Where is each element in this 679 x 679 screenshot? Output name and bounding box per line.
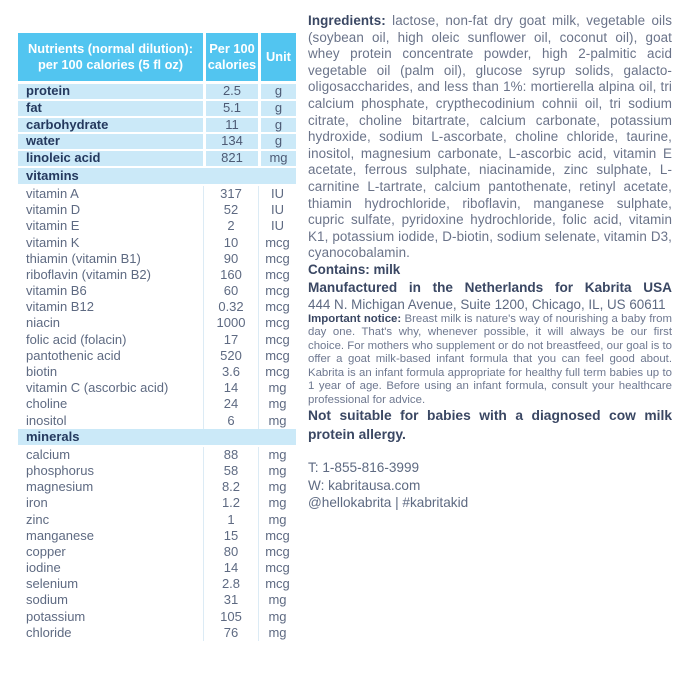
table-row [18,609,296,625]
nutrition-table [18,33,296,641]
table-row [18,348,296,364]
nutrient-unit: mg [258,447,296,463]
nutrient-unit: g [258,101,296,116]
section-band-minerals: minerals [18,429,296,447]
nutrient-value: 76 [203,625,258,641]
table-row [18,364,296,380]
header-col-nutrients: Nutrients (normal dilution): per 100 calories (5 fl oz) [28,41,193,72]
table-row [18,202,296,218]
nutrient-label: iodine [26,560,61,576]
table-row [18,332,296,348]
table-row [18,118,296,135]
nutrient-label: water [26,133,60,149]
nutrient-label: biotin [26,364,58,380]
table-body [18,84,296,641]
nutrient-unit: mcg [258,576,296,592]
website-line: W: kabritausa.com [308,477,421,493]
table-row [18,84,296,101]
nutrient-label: vitamin B6 [26,283,87,299]
nutrient-value: 17 [203,332,258,348]
table-row [18,576,296,592]
nutrient-label: protein [26,83,71,98]
nutrient-unit: mg [258,625,296,641]
nutrient-value: 14 [203,560,258,576]
table-row [18,299,296,315]
table-row [18,267,296,283]
nutrient-value: 24 [203,396,258,412]
nutrient-value: 60 [203,283,258,299]
nutrient-value: 31 [203,592,258,608]
nutrient-value: 14 [203,380,258,396]
nutrient-label: iron [26,495,48,511]
nutrient-unit: mcg [258,332,296,348]
nutrient-label: calcium [26,446,71,462]
nutrient-value: 317 [203,186,258,202]
manufacturer-line: Manufactured in the Netherlands for Kabrita USA [308,279,672,295]
nutrient-label: folic acid (folacin) [26,331,127,347]
nutrient-unit: mg [258,592,296,608]
nutrient-value: 88 [203,447,258,463]
table-row [18,151,296,168]
address-line: 444 N. Michigan Avenue, Suite 1200, Chicago, IL, US 60611 [308,296,666,312]
nutrient-unit: mcg [258,560,296,576]
nutrient-value: 10 [203,235,258,251]
nutrient-label: copper [26,543,66,559]
nutrient-label: phosphorus [26,462,94,478]
nutrient-value: 11 [203,118,258,133]
nutrient-unit: mcg [258,315,296,331]
nutrient-unit: mg [258,151,296,166]
nutrient-value: 105 [203,609,258,625]
contains-line: Contains: milk [308,261,401,277]
phone-line: T: 1-855-816-3999 [308,460,420,475]
social-line: @hellokabrita | #kabritakid [308,495,469,511]
table-header [18,33,296,84]
nutrient-unit: mg [258,396,296,412]
table-row [18,512,296,528]
nutrient-value: 8.2 [203,479,258,495]
nutrient-value: 1.2 [203,495,258,511]
table-row [18,560,296,576]
nutrient-label: thiamin (vitamin B1) [26,250,141,266]
nutrient-label: vitamin C (ascorbic acid) [26,380,169,396]
nutrient-unit: mg [258,463,296,479]
header-col-unit: Unit [258,33,296,81]
table-row [18,235,296,251]
nutrient-unit: IU [258,202,296,218]
nutrient-unit: mg [258,479,296,495]
nutrient-unit: IU [258,218,296,234]
nutrient-label: potassium [26,608,86,624]
nutrient-label: vitamin E [26,218,80,234]
nutrient-value: 80 [203,544,258,560]
not-suitable-warning: Not suitable for babies with a diagnosed cow milk protein allergy. [308,408,672,442]
nutrient-label: pantothenic acid [26,347,121,363]
table-row [18,186,296,202]
important-notice-body: Breast milk is nature's way of nourishing a baby from day one. That's why, whenever possible, it will always be our first choice. For mothers who supplement or do not breastfeed, our goal is to offer a goat milk-based infant formula that you can feel good about. Kabrita is an infant formula appropriate for healthy full term babies up to 1 year of age. Before using an infant formula, consult your healthcare professional for advice. [308,312,672,406]
nutrient-value: 0.32 [203,299,258,315]
nutrient-unit: mcg [258,528,296,544]
nutrient-label: vitamin A [26,185,79,201]
contact-block [308,459,672,512]
nutrient-unit: g [258,134,296,149]
table-row [18,495,296,511]
nutrient-label: inositol [26,412,67,428]
nutrient-value: 58 [203,463,258,479]
nutrient-unit: g [258,84,296,99]
nutrient-unit: g [258,118,296,133]
nutrient-unit: mg [258,380,296,396]
nutrient-unit: mg [258,512,296,528]
nutrient-unit: IU [258,186,296,202]
header-col-per100: Per 100 calories [203,33,258,81]
table-row [18,625,296,641]
ingredients-body: lactose, non-fat dry goat milk, vegetable oils (soybean oil, high oleic sunflower oil, coconut oil), goat whey protein concentrate powder, high 2-palmitic acid vegetable oil (palm oil), glucose syrup solids, galacto-oligosaccharides, and less than 1%: mortierella alpina oil, tri calcium phosphate, crypthecodinium cohnii oil, tri sodium citrate, choline bitartrate, calcium carbonate, potassium hydroxide, sodium L-ascorbate, choline chloride, taurine, inositol, magnesium carbonate, L-ascorbic acid, vitamin E acetate, ferrous sulphate, niacinamide, zinc sulphate, L-carnitine L-tartrate, calcium pantothenate, retinyl acetate, thiamin hydrochloride, riboflavin, manganese sulphate, cupric sulfate, pyridoxine hydrochloride, folic acid, vitamin K1, potassium iodide, D-biotin, sodium selenate, vitamin D3, cyanocobalamin. [308,13,672,261]
important-notice [308,313,672,408]
nutrient-value: 15 [203,528,258,544]
nutrient-unit: mcg [258,251,296,267]
nutrient-label: zinc [26,511,50,527]
table-row [18,283,296,299]
nutrient-label: vitamin K [26,234,80,250]
nutrient-unit: mg [258,495,296,511]
nutrient-value: 3.6 [203,364,258,380]
nutrient-value: 2.8 [203,576,258,592]
ingredients-label: Ingredients: [308,13,386,28]
table-row [18,592,296,608]
table-row [18,134,296,151]
nutrient-label: selenium [26,576,79,592]
table-row [18,447,296,463]
nutrient-value: 160 [203,267,258,283]
nutrient-unit: mcg [258,544,296,560]
nutrient-label: vitamin D [26,202,81,218]
table-row [18,479,296,495]
nutrient-unit: mcg [258,283,296,299]
nutrient-label: manganese [26,527,94,543]
nutrient-value: 1000 [203,315,258,331]
nutrient-label: riboflavin (vitamin B2) [26,266,151,282]
table-row [18,396,296,412]
nutrient-value: 134 [203,134,258,149]
table-row [18,101,296,118]
nutrient-unit: mcg [258,235,296,251]
nutrient-label: magnesium [26,479,94,495]
nutrient-value: 520 [203,348,258,364]
nutrient-label: fat [26,99,42,115]
nutrient-value: 90 [203,251,258,267]
nutrient-unit: mcg [258,348,296,364]
nutrient-value: 1 [203,512,258,528]
nutrient-value: 6 [203,413,258,429]
table-row [18,251,296,267]
nutrient-unit: mcg [258,299,296,315]
nutrient-value: 821 [203,151,258,166]
nutrient-unit: mcg [258,364,296,380]
table-row [18,463,296,479]
nutrient-unit: mg [258,413,296,429]
nutrient-label: choline [26,396,68,412]
table-row [18,544,296,560]
important-notice-label: Important notice: [308,312,402,325]
nutrient-unit: mg [258,609,296,625]
nutrient-label: niacin [26,315,60,331]
table-row [18,528,296,544]
table-row [18,218,296,234]
nutrient-value: 5.1 [203,101,258,116]
table-row [18,413,296,429]
section-band-vitamins: vitamins [18,168,296,186]
label-text-column [308,13,672,512]
ingredients-paragraph [308,13,672,262]
table-row [18,315,296,331]
nutrient-value: 2 [203,218,258,234]
nutrient-label: carbohydrate [26,116,109,132]
nutrient-label: vitamin B12 [26,299,94,315]
nutrient-label: sodium [26,592,68,608]
table-row [18,380,296,396]
nutrient-unit: mcg [258,267,296,283]
nutrient-label: chloride [26,624,72,640]
nutrient-value: 52 [203,202,258,218]
nutrient-label: linoleic acid [26,150,101,166]
nutrient-value: 2.5 [203,84,258,99]
